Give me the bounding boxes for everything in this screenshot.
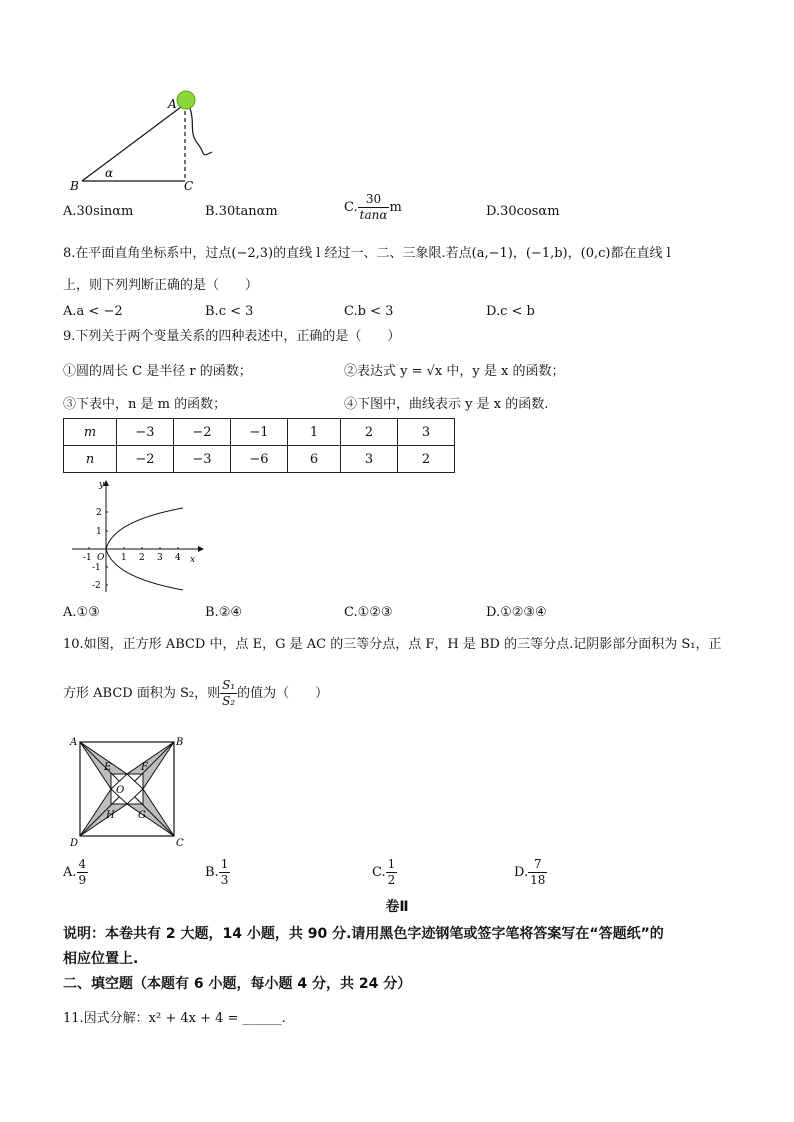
q10-label-b: B bbox=[176, 737, 184, 748]
table-cell: −3 bbox=[117, 419, 174, 446]
graph-y-label: y bbox=[99, 480, 105, 490]
label-alpha: α bbox=[105, 166, 114, 180]
q9-option-b-letter: B. bbox=[205, 605, 219, 620]
q7-option-c-fraction bbox=[358, 192, 390, 223]
q8-option-a-text: a < −2 bbox=[76, 304, 123, 319]
q9-curve bbox=[106, 508, 183, 549]
q9-statement-2: ②表达式 y = √x 中，y 是 x 的函数； bbox=[344, 364, 565, 379]
q7-option-a-text: 30sinαm bbox=[76, 204, 134, 219]
balloon-circle bbox=[177, 91, 195, 109]
q10-option-c-num: 1 bbox=[387, 857, 396, 871]
q10-option-b-fraction bbox=[219, 857, 231, 888]
q9-statement-4: ④下图中，曲线表示 y 是 x 的函数. bbox=[344, 397, 549, 412]
graph-x-tick: 3 bbox=[157, 553, 163, 563]
q8-option-b-letter: B. bbox=[205, 304, 219, 319]
volume-title: 卷Ⅱ bbox=[385, 899, 409, 915]
q8-option-d-letter: D. bbox=[486, 304, 501, 319]
q10-label-h: H bbox=[106, 810, 115, 821]
q9-stem: 9.下列关于两个变量关系的四种表述中，正确的是（ ） bbox=[63, 329, 401, 344]
table-cell: 6 bbox=[288, 446, 341, 473]
q10-option-c[interactable] bbox=[372, 857, 397, 888]
q10-ratio-den: S₂ bbox=[222, 694, 236, 708]
q9-statement-3: ③下表中，n 是 m 的函数； bbox=[63, 397, 227, 412]
q10-option-b[interactable] bbox=[205, 857, 230, 888]
table-cell: 2 bbox=[341, 419, 398, 446]
q9-option-c-text: ①②③ bbox=[357, 605, 393, 620]
q9-option-a-text: ①③ bbox=[76, 605, 100, 620]
table-cell: −3 bbox=[174, 446, 231, 473]
q10-option-d[interactable] bbox=[514, 857, 547, 888]
q7-option-c-num: 30 bbox=[358, 192, 390, 208]
q10-option-c-den: 2 bbox=[387, 873, 396, 887]
q9-option-d-text: ①②③④ bbox=[500, 605, 547, 620]
q8-option-d-text: c < b bbox=[500, 304, 535, 319]
q9-statement-1: ①圆的周长 C 是半径 r 的函数； bbox=[63, 364, 252, 379]
q10-option-d-num: 7 bbox=[528, 857, 547, 873]
q9-graph bbox=[66, 476, 211, 596]
q10-option-a-letter: A. bbox=[63, 865, 77, 880]
q7-option-b[interactable] bbox=[205, 203, 278, 221]
q10-ratio-num: S₁ bbox=[222, 678, 236, 692]
q10-option-b-num: 1 bbox=[220, 857, 229, 871]
q10-stem-line1: 10.如图，正方形 ABCD 中，点 E，G 是 AC 的三等分点，点 F，H 是 BD 的三等分点.记阴影部分面积为 S₁，正 bbox=[63, 637, 722, 652]
q10-option-b-letter: B. bbox=[205, 865, 219, 880]
label-b: B bbox=[70, 179, 79, 193]
q10-option-a-num: 4 bbox=[78, 857, 87, 871]
q10-label-d: D bbox=[70, 838, 79, 849]
q9-option-c-letter: C. bbox=[344, 605, 358, 620]
q10-figure bbox=[68, 732, 190, 850]
q7-option-c-unit: m bbox=[389, 200, 402, 215]
table-header-n: n bbox=[64, 446, 117, 473]
table-cell: 3 bbox=[341, 446, 398, 473]
q9-option-a[interactable] bbox=[63, 604, 100, 622]
q10-option-d-fraction bbox=[528, 857, 547, 888]
graph-x-tick: -1 bbox=[83, 553, 92, 563]
section-note-line1: 说明：本卷共有 2 大题，14 小题，共 90 分.请用黑色字迹钢笔或签字笔将答案写在“答题纸”的 bbox=[63, 926, 664, 942]
table-header-m: m bbox=[64, 419, 117, 446]
q7-option-d-text: 30cosαm bbox=[500, 204, 560, 219]
q7-option-b-text: 30tanαm bbox=[218, 204, 278, 219]
q8-option-a-letter: A. bbox=[63, 304, 77, 319]
q10-label-c: C bbox=[176, 838, 184, 849]
q10-stem-line2 bbox=[63, 678, 328, 709]
q7-option-a[interactable] bbox=[63, 203, 133, 221]
graph-y-tick: 1 bbox=[96, 527, 102, 537]
q9-option-a-letter: A. bbox=[63, 605, 77, 620]
q9-option-d-letter: D. bbox=[486, 605, 501, 620]
q9-option-b[interactable] bbox=[205, 604, 242, 622]
table-row bbox=[64, 446, 455, 473]
q10-option-c-letter: C. bbox=[372, 865, 386, 880]
q7-option-c-letter: C. bbox=[344, 200, 358, 215]
q7-option-d-letter: D. bbox=[486, 204, 501, 219]
q8-option-c[interactable] bbox=[344, 303, 393, 321]
label-c: C bbox=[184, 179, 194, 193]
q8-option-c-text: b < 3 bbox=[357, 304, 394, 319]
q10-label-g: G bbox=[138, 810, 146, 821]
q8-option-b-text: c < 3 bbox=[218, 304, 254, 319]
q7-option-b-letter: B. bbox=[205, 204, 219, 219]
q8-option-d[interactable] bbox=[486, 303, 535, 321]
graph-x-tick: 4 bbox=[175, 553, 181, 563]
q8-stem-line2: 上，则下列判断正确的是（ ） bbox=[63, 278, 259, 293]
q10-option-a-fraction bbox=[77, 857, 89, 888]
table-cell: −2 bbox=[117, 446, 174, 473]
table-cell: 3 bbox=[398, 419, 455, 446]
q8-option-a[interactable] bbox=[63, 303, 123, 321]
q9-option-b-text: ②④ bbox=[218, 605, 242, 620]
q7-option-c-den: tanα bbox=[359, 208, 388, 222]
q10-stem-line2-post: 的值为（ ） bbox=[237, 686, 329, 701]
q10-option-a-den: 9 bbox=[78, 873, 87, 887]
q11-text: 11.因式分解：x² + 4x + 4 = ______. bbox=[63, 1011, 286, 1026]
q10-option-c-fraction bbox=[386, 857, 398, 888]
q7-option-c[interactable] bbox=[344, 192, 402, 223]
graph-x-label: x bbox=[190, 555, 196, 565]
graph-origin: O bbox=[97, 553, 105, 563]
table-cell: −1 bbox=[231, 419, 288, 446]
q7-option-d[interactable] bbox=[486, 203, 560, 221]
q8-option-c-letter: C. bbox=[344, 304, 358, 319]
label-a: A bbox=[168, 97, 177, 111]
q10-ratio-fraction bbox=[220, 678, 237, 709]
q10-label-o: O bbox=[116, 785, 125, 796]
table-row bbox=[64, 419, 455, 446]
q10-option-d-den: 18 bbox=[530, 873, 546, 887]
table-cell: −2 bbox=[174, 419, 231, 446]
q10-stem-line2-pre: 方形 ABCD 面积为 S₂，则 bbox=[63, 686, 221, 701]
q9-table bbox=[63, 418, 455, 473]
q8-option-b[interactable] bbox=[205, 303, 253, 321]
q10-option-a[interactable] bbox=[63, 857, 88, 888]
section-note-line2: 相应位置上. bbox=[63, 951, 139, 967]
graph-x-tick: 1 bbox=[121, 553, 127, 563]
q10-label-f: F bbox=[141, 762, 148, 773]
q9-option-d[interactable] bbox=[486, 604, 547, 622]
q9-option-c[interactable] bbox=[344, 604, 393, 622]
table-cell: −6 bbox=[231, 446, 288, 473]
q10-option-b-den: 3 bbox=[220, 873, 229, 887]
q8-stem-line1: 8.在平面直角坐标系中，过点(−2,3)的直线 l 经过一、二、三象限.若点(a,−1)，(−1,b)，(0,c)都在直线 l bbox=[63, 246, 671, 261]
q10-option-d-letter: D. bbox=[514, 865, 529, 880]
q10-label-e: E bbox=[104, 762, 112, 773]
graph-x-tick: 2 bbox=[139, 553, 145, 563]
part-title: 二、填空题（本题有 6 小题，每小题 4 分，共 24 分） bbox=[63, 976, 412, 992]
table-cell: 1 bbox=[288, 419, 341, 446]
q7-figure bbox=[62, 86, 232, 194]
q7-option-a-letter: A. bbox=[63, 204, 77, 219]
table-cell: 2 bbox=[398, 446, 455, 473]
graph-y-tick: -2 bbox=[92, 581, 101, 591]
q10-label-a: A bbox=[70, 737, 78, 748]
graph-y-tick: 2 bbox=[96, 508, 102, 518]
graph-y-tick: -1 bbox=[92, 563, 101, 573]
